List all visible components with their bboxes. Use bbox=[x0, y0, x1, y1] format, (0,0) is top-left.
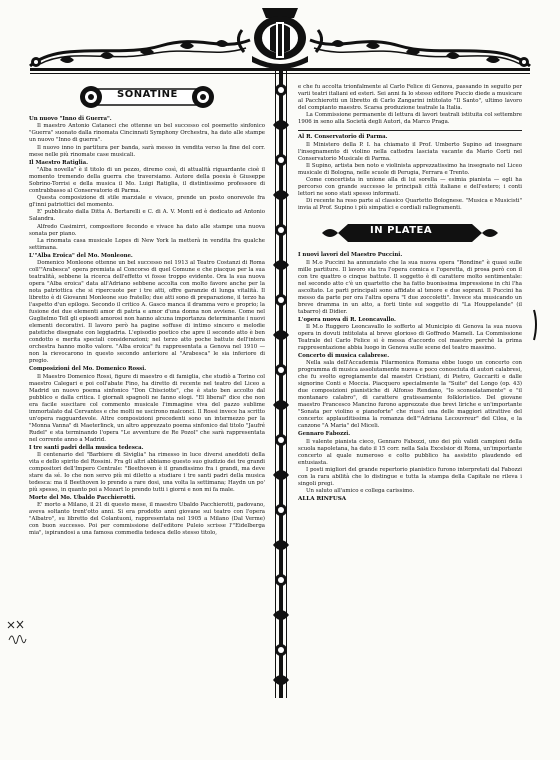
article-heading: L'opera nuova di R. Leoncavallo. bbox=[298, 316, 396, 323]
section-rule bbox=[298, 130, 522, 131]
right-column-continuation bbox=[298, 84, 522, 126]
article-paragraph: Questa composizione di stile marziale e vivace, prende un posto onorevole fra gl'inni patriottici del momento. bbox=[29, 195, 265, 209]
article-paragraph: La Commissione permanente di lettura di lavori teatrali istituita col settembre 1906 in seno alla Società degli Autori, da Marco Praga. bbox=[298, 112, 522, 126]
article-paragraph: La rinomata casa musicale Lopes di New York la metterà in vendita fra qualche settimana. bbox=[29, 238, 265, 252]
section-title-in-platea: IN PLATEA bbox=[370, 225, 433, 237]
article-paragraph: Il maestro Antonio Cataneci che ottenne un bel successo col poemetto sinfonico "Guerra" suonato dalla rinomata Cincinnati Symphony Orchestra, ha dato alle stampe un nuovo "Inno di guerra". bbox=[29, 123, 265, 144]
in-platea-banner bbox=[298, 220, 522, 246]
article-heading: Morte del Mo. Ubaldo Pacchierotti. bbox=[29, 494, 136, 501]
article-heading: Il Maestro Ratiglia. bbox=[29, 159, 89, 166]
article-heading: Al R. Conservatorio di Parma. bbox=[298, 134, 388, 141]
article-paragraph: Il Ministero della P. I. ha chiamato il Prof. Umberto Supino ad insegnare l'insegnamento di violino nella cattedra lasciata vacante da Mario Corti nel Conservatorio Musicale di Parma. bbox=[298, 141, 522, 162]
article-paragraph: Alfredo Casimirri, compositore fecondo e vivace ha dato alle stampe una nuova sonata per piano. bbox=[29, 223, 265, 237]
article-paragraph: Come concertista in unione alla di lui sorella — esimia pianista — egli ha percorso con grande successo le principali città italiane e dell'estero; i conti lettori ne sono stati spesso informati. bbox=[298, 177, 522, 198]
article-paragraph: Il valente pianista cieco, Gennaro Fabozzi, uno dei più validi campioni della scuola napoletana, ha dato il 15 corr. nella Sala Excelsior di Roma, un'importante concerto al quale numeroso e colto pubblico ha assistito plaudendo ed entusiasta. bbox=[298, 438, 522, 466]
in-platea-articles bbox=[298, 252, 522, 495]
article-paragraph: Il Maestro Domenico Rossi, figure di maestro e di famiglia, che studiò a Torino col maestro Calegari e poi coll'abate Fino, ha diretto di recente nel teatro del Liceo a Madrid un nuovo poema sinfonico "Don Chisciotte", che è stato ben accolto dal pubblico e dalla critica. I giornali spagnoli ne fanno elogi. "El liberal" dice che non era facile suscitare col commento musicale l'immagine viva del pazzo sublime immortalato dal Cervantes e che molti ne uscirono malconci. Il Rossi invece ha scritto un'opera ragguardevole. Altre composizioni precedenti sono un intermezzo per la "Monna Vanna" di Maeterlinck, un altro apprezzato poema sinfonico dal titolo "Jaufré Rudel" e sta terminando l'opera "Le avventure de Re Pozol" che sarà rappresentata nel corrente anno a Madrid. bbox=[29, 373, 265, 443]
sonatine-banner bbox=[29, 84, 265, 110]
article-paragraph: Il M.o Puccini ha annunziato che la sua nuova opera "Rondine" è quasi sulle mille partiture. Il lavoro sta tra l'opera comica e l'operetta, di prosa però con il con tre quattro o cinque battute. Il soggetto è di carattere molto sentimentale: nel secondo atto c'è un quartetto che ha fatto buonissima impressione in chi l'ha ascoltato. Le parti principali sono affidate al tenore e due soprani. Il Puccini ha messo da parte per ora l'altra opera "I due zoccoletti". Invece sta musicando un breve dramma in un atto, a forti tinte sul soggetto di "La Houppelande" (il tabarro) di Didier. bbox=[298, 259, 522, 315]
left-column bbox=[29, 84, 265, 696]
article-paragraph: Il Supino, artista ben noto e violinista apprezzatissimo ha insegnato nel Liceo musicale di Bologna, nelle scuole di Perugia, Ferrara e Trento. bbox=[298, 162, 522, 176]
left-column-articles bbox=[29, 116, 265, 537]
signature: ALLA RINFUSA bbox=[298, 495, 347, 502]
article-paragraph: Nella sala dell'Accademia Filarmonica Romana ebbe luogo un concerto con programma di musica assolutamente nuova e poco conosciuta di autori calabresi, che fu svolto egregiamente dal maestri Cristiani, di Pietro, Guccariti e dalle signorine Conti e Moccia. Piacquero specialmente la "Suite" del Longo (op. 43) due composizioni pianistiche di Alfonso Rendano, "lo sconsolatamente" e "il montanaro calabro", di carattere gratissamente folkloristico. Del giovane maestro Francesco Mancino furono apprezzate due brevi liriche e un'importante "Sonata per violino e pianoforte" che riuscì una delle maggiori attrattive del concerto: applauditissima la romanza dell'"Adriana Lecouvreur" del Cilea, e la canzone "A Maria" del Miceli. bbox=[298, 360, 522, 430]
column-divider-ornament bbox=[268, 70, 294, 698]
article-heading: Composizioni del Mo. Domenico Rossi. bbox=[29, 366, 147, 373]
article-paragraph: Il nuovo inno in partitura per banda, sarà messo in vendita verso la fine del corr. mese nelle più rinomate case musicali. bbox=[29, 144, 265, 158]
article-paragraph: Di recente ha reso parte al classico Quartetto Bolognese. "Musica e Musicisti" invia al Prof. Supino i più simpatici e cordiali rallegramenti. bbox=[298, 198, 522, 212]
article-heading: Un nuovo "Inno di Guerra". bbox=[29, 116, 112, 122]
article-heading: L'"Alba Eroica" del Mo. Monleone. bbox=[29, 253, 133, 260]
article-heading: I tre santi padri della musica tedesca. bbox=[29, 444, 144, 451]
section-title-sonatine: SONATINE bbox=[117, 89, 178, 100]
article-paragraph: I posti migliori del grande repertorio pianistico furono interpretati dal Fabozzi con la rara abilità che lo distingue e tutta la stampa della Capitale ne rileva i singoli pregi. bbox=[298, 466, 522, 487]
article-paragraph: Il centenario del "Barbiere di Siviglia" ha rimesso in luce diversi aneddoti della vita e dello spirito del Rossini. Fra gli altri abbiamo questo suo giudizio dei tre grandi compositori dell'Impero Centrale: "Beethoven è il grandissimo fra i grandi, ma deve stare da sé. Io che non servo più mi diletto a studiare i tre santi padri della musica tedesca: ma il Beethoven lo prendo a rare dosi, una volta la settimana; Haydn un po' più spesso, in quanto poi a Mozart lo prendo tutti i giorni e non mi fa male. bbox=[29, 451, 265, 493]
article-heading: Gennaro Fabozzi. bbox=[298, 431, 351, 438]
article-heading: Concerto di musica calabrese. bbox=[298, 353, 390, 360]
article-paragraph: E' pubblicato dalla Ditta A. Bertarelli e C. di A. V. Monti ed è dedicato ad Antonio Salandra. bbox=[29, 209, 265, 223]
article-paragraph: Domenico Monleone ottenne un bel successo nel 1913 al Teatro Costanzi di Roma coll'"Arabesca" opera premiata al Concorso di quel Comune e che piacque per la sua teatralità, sebbene la ricerca dell'effetto vi fosse troppo evidente. Ora la sua nuova opera "Alba eroica" data all'Adriano sebbene accolta con molto favore anche per la nota patriottica che si ripercuote per i tre atti, offre garanzie di lunga vitalità. Il libretto è di Giovanni Monleone suo fratello; due atti sono di preparazione, il terzo ha l'aspetto d'un epilogo. Secondo il critico A. Gasco manca il dramma vero e proprio; la fusione dei due elementi amor di patria e amor d'una donna non avviene. Come nel Guglielmo Tell gli episodi amorosi non hanno alcuna importanza determinante i nuovi elementi decorativi. Il lavoro però ha pagine soffuse di intimo sincero e melodie patetiche disegnate con leggiadria. L'episodio poetico che apre il secondo atto è ben condotto e merita speciali considerazioni; nel terzo atto poche battute dell'intera orchestra hanno molto valore. "Alba eroica" fu rappresentata a Genova nel 1910 — non la rievocarono in questo secondo anteriore al "Arabesca" le sia inferiore di pregio. bbox=[29, 260, 265, 365]
article-paragraph: Il M.o Ruggero Leoncavallo lo sofferto al Municipio di Genova la sua nuova opera in dovuti intitolata al breve glorioso di Goffredo Mameli. La Commissione Teatrale del Carlo Felice si è messa d'accordo col maestro perchè la prima rappresentazione abbia luogo in Genova sulle scene del teatro massimo. bbox=[298, 324, 522, 352]
right-column bbox=[298, 84, 522, 696]
margin-mark bbox=[531, 308, 541, 342]
conservatorio-article bbox=[298, 134, 522, 212]
handwritten-margin-note bbox=[6, 618, 28, 654]
article-heading: I nuovi lavori del Maestro Puccini. bbox=[298, 252, 403, 259]
article-paragraph: e che fu accolta trionfalmente al Carlo Felice di Genova, passando in seguito per varii teatri italiani ed esteri. Sei anni fa lo stesso editore Puccio diede a musicare al Pacchierotti un libretto di Carlo Zangarini intitolato "Il Santo", ultimo lavoro del compianto maestro. Scarsa produzione teatrale la Italia. bbox=[298, 84, 522, 111]
article-paragraph: E' morto a Milano, il 21 di questo mese, il maestro Ubaldo Pacchierotti, padovano, aveva soltanto trent'otto anni. Si era prodotto anni giovane sui teatro con l'opera "Albatro", su libretto del Colantuoni, rappresentata nel 1905 a Milano (Dal Verme) con buon successo. Poi per commissione dell'editore Puleio scrisse l'"Eidelberga mia", ispirandosi a una famosa commedia tedesca dello stesso titolo, bbox=[29, 502, 265, 537]
article-paragraph: "Alba novella" è il titolo di un pezzo, diremo così, di attualità riguardante cioè il momento tremendo della guerra che traversiamo. Autore della poesia è Giuseppe Sobrino-Torrisi e della musica il Mo. Luigi Ratiglia, il distintissimo professore di contrabbasso al Conservatorio di Parma. bbox=[29, 166, 265, 194]
article-paragraph: Un saluto all'amico e collega carissimo. bbox=[306, 488, 415, 495]
